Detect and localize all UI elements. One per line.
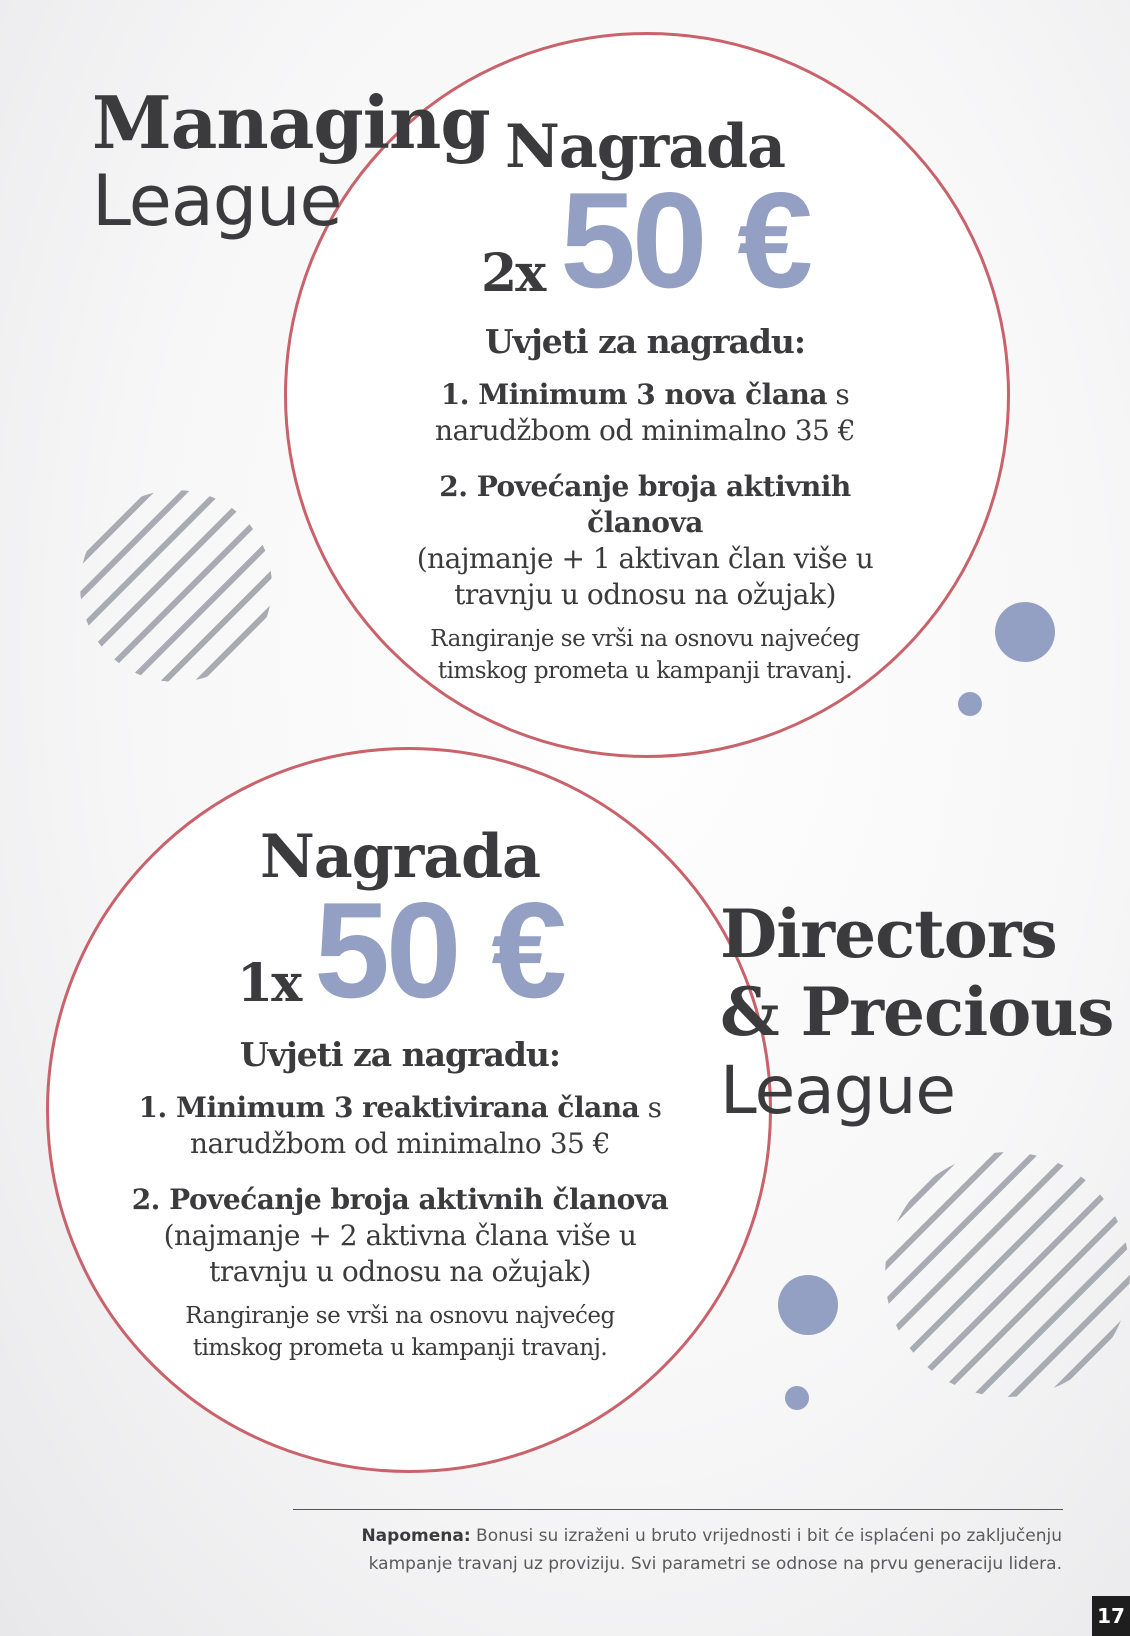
managing-condition-2 [380,469,910,613]
managing-title-bold: Managing [92,80,490,165]
managing-ranking-b: timskog prometa u kampanji travanj. [437,658,853,684]
directors-title-bold-a: Directors [720,895,1057,973]
managing-title-light: League [92,160,342,242]
managing-condition-2-bold: 2. Povećanje broja aktivnih članova [439,470,851,539]
striped-circle-decoration-right [885,1152,1130,1397]
managing-amount: 50 € [560,164,809,316]
directors-conditions [120,1035,680,1364]
directors-reward-label: Nagrada [260,822,540,892]
managing-condition-2-rest-a: (najmanje + 1 aktivan član više u [416,542,874,575]
dot-decoration-small-top [958,692,982,716]
directors-title-bold-b: & Precious [720,973,1114,1051]
directors-condition-1-rest-b: narudžbom od minimalno 35 € [189,1127,611,1160]
managing-conditions-title: Uvjeti za nagradu: [484,322,806,361]
managing-ranking-note [380,623,910,687]
directors-condition-2-rest-a: (najmanje + 2 aktivna člana više u [163,1219,637,1252]
managing-condition-1-bold: 1. Minimum 3 nova člana [440,378,827,411]
directors-title-light: League [720,1052,955,1129]
directors-condition-1 [120,1090,680,1162]
footer-divider [293,1509,1063,1510]
directors-ranking-b: timskog prometa u kampanji travanj. [192,1335,608,1361]
managing-reward-block [380,112,910,316]
directors-amount: 50 € [314,874,563,1026]
managing-conditions [380,322,910,687]
managing-condition-1-rest-a: s [826,378,850,411]
directors-condition-1-bold: 1. Minimum 3 reaktivirana člana [138,1091,640,1124]
dot-decoration-small-bottom [785,1386,809,1410]
managing-reward-label: Nagrada [505,112,785,182]
directors-condition-1-rest-a: s [639,1091,662,1124]
directors-condition-2 [120,1182,680,1290]
managing-multiplier: 2x [481,243,545,304]
managing-amount-row [380,164,910,316]
directors-ranking-a: Rangiranje se vrši na osnovu najvećeg [185,1303,615,1329]
directors-conditions-title: Uvjeti za nagradu: [239,1035,561,1074]
managing-condition-1-rest-b: narudžbom od minimalno 35 € [434,414,856,447]
footer-note-text-a: Bonusi su izraženi u bruto vrijednosti i bit će isplaćeni po zaključenju [470,1526,1062,1546]
dot-decoration-large-top [995,602,1055,662]
managing-condition-1 [380,377,910,449]
managing-condition-2-rest-b: travnju u odnosu na ožujak) [454,578,836,611]
striped-circle-decoration-left [80,490,272,682]
dot-decoration-large-bottom [778,1275,838,1335]
footer-note [302,1522,1062,1578]
directors-multiplier: 1x [237,953,301,1014]
directors-reward-block [140,822,660,1026]
footer-note-label: Napomena: [361,1526,471,1546]
directors-ranking-note [120,1300,680,1364]
directors-amount-row [140,874,660,1026]
page-number: 17 [1092,1596,1130,1636]
footer-note-text-b: kampanje travanj uz proviziju. Svi parametri se odnose na prvu generaciju lidera. [368,1554,1062,1574]
directors-condition-2-rest-b: travnju u odnosu na ožujak) [209,1255,591,1288]
managing-ranking-a: Rangiranje se vrši na osnovu najvećeg [430,626,860,652]
directors-condition-2-bold: 2. Povećanje broja aktivnih članova [131,1183,669,1216]
